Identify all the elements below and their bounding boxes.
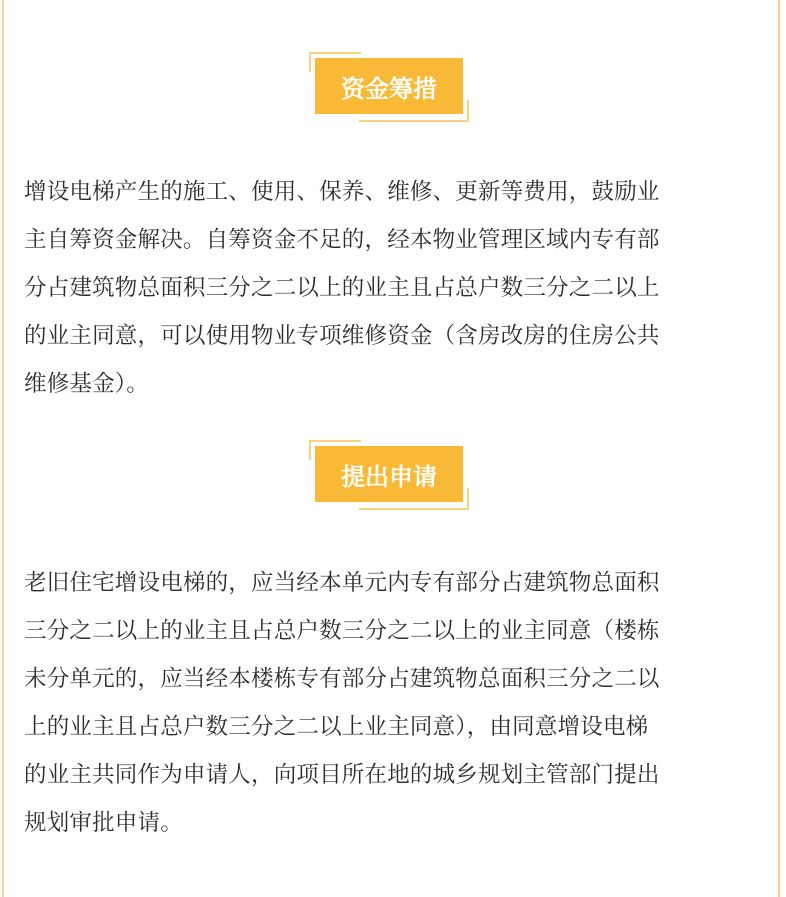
section-title-funding	[309, 52, 469, 122]
title-box	[315, 58, 463, 114]
paragraph-line: 上的业主且占总户数三分之二以上业主同意），由同意增设电梯	[24, 714, 649, 740]
paragraph-line: 老旧住宅增设电梯的，应当经本单元内专有部分占建筑物总面积	[24, 570, 660, 596]
paragraph-line: 的业主同意，可以使用物业专项维修资金（含房改房的住房公共	[24, 323, 660, 349]
section-title-label: 提出申请	[341, 462, 437, 491]
section-paragraph-application	[24, 559, 766, 847]
paragraph-line: 三分之二以上的业主且占总户数三分之二以上的业主同意（楼栋	[24, 618, 660, 644]
section-title-application	[309, 440, 469, 510]
paragraph-line: 的业主共同作为申请人，向项目所在地的城乡规划主管部门提出	[24, 762, 660, 788]
title-box	[315, 446, 463, 502]
paragraph-line: 分占建筑物总面积三分之二以上的业主且占总户数三分之二以上	[24, 275, 660, 301]
paragraph-line: 增设电梯产生的施工、使用、保养、维修、更新等费用，鼓励业	[24, 179, 660, 205]
paragraph-line: 主自筹资金解决。自筹资金不足的，经本物业管理区域内专有部	[24, 227, 660, 253]
paragraph-line: 未分单元的，应当经本楼栋专有部分占建筑物总面积三分之二以	[24, 666, 660, 692]
paragraph-line: 维修基金）。	[24, 371, 149, 397]
section-title-label: 资金筹措	[341, 74, 437, 103]
section-paragraph-funding	[24, 168, 766, 408]
paragraph-line: 规划审批申请。	[24, 810, 183, 836]
